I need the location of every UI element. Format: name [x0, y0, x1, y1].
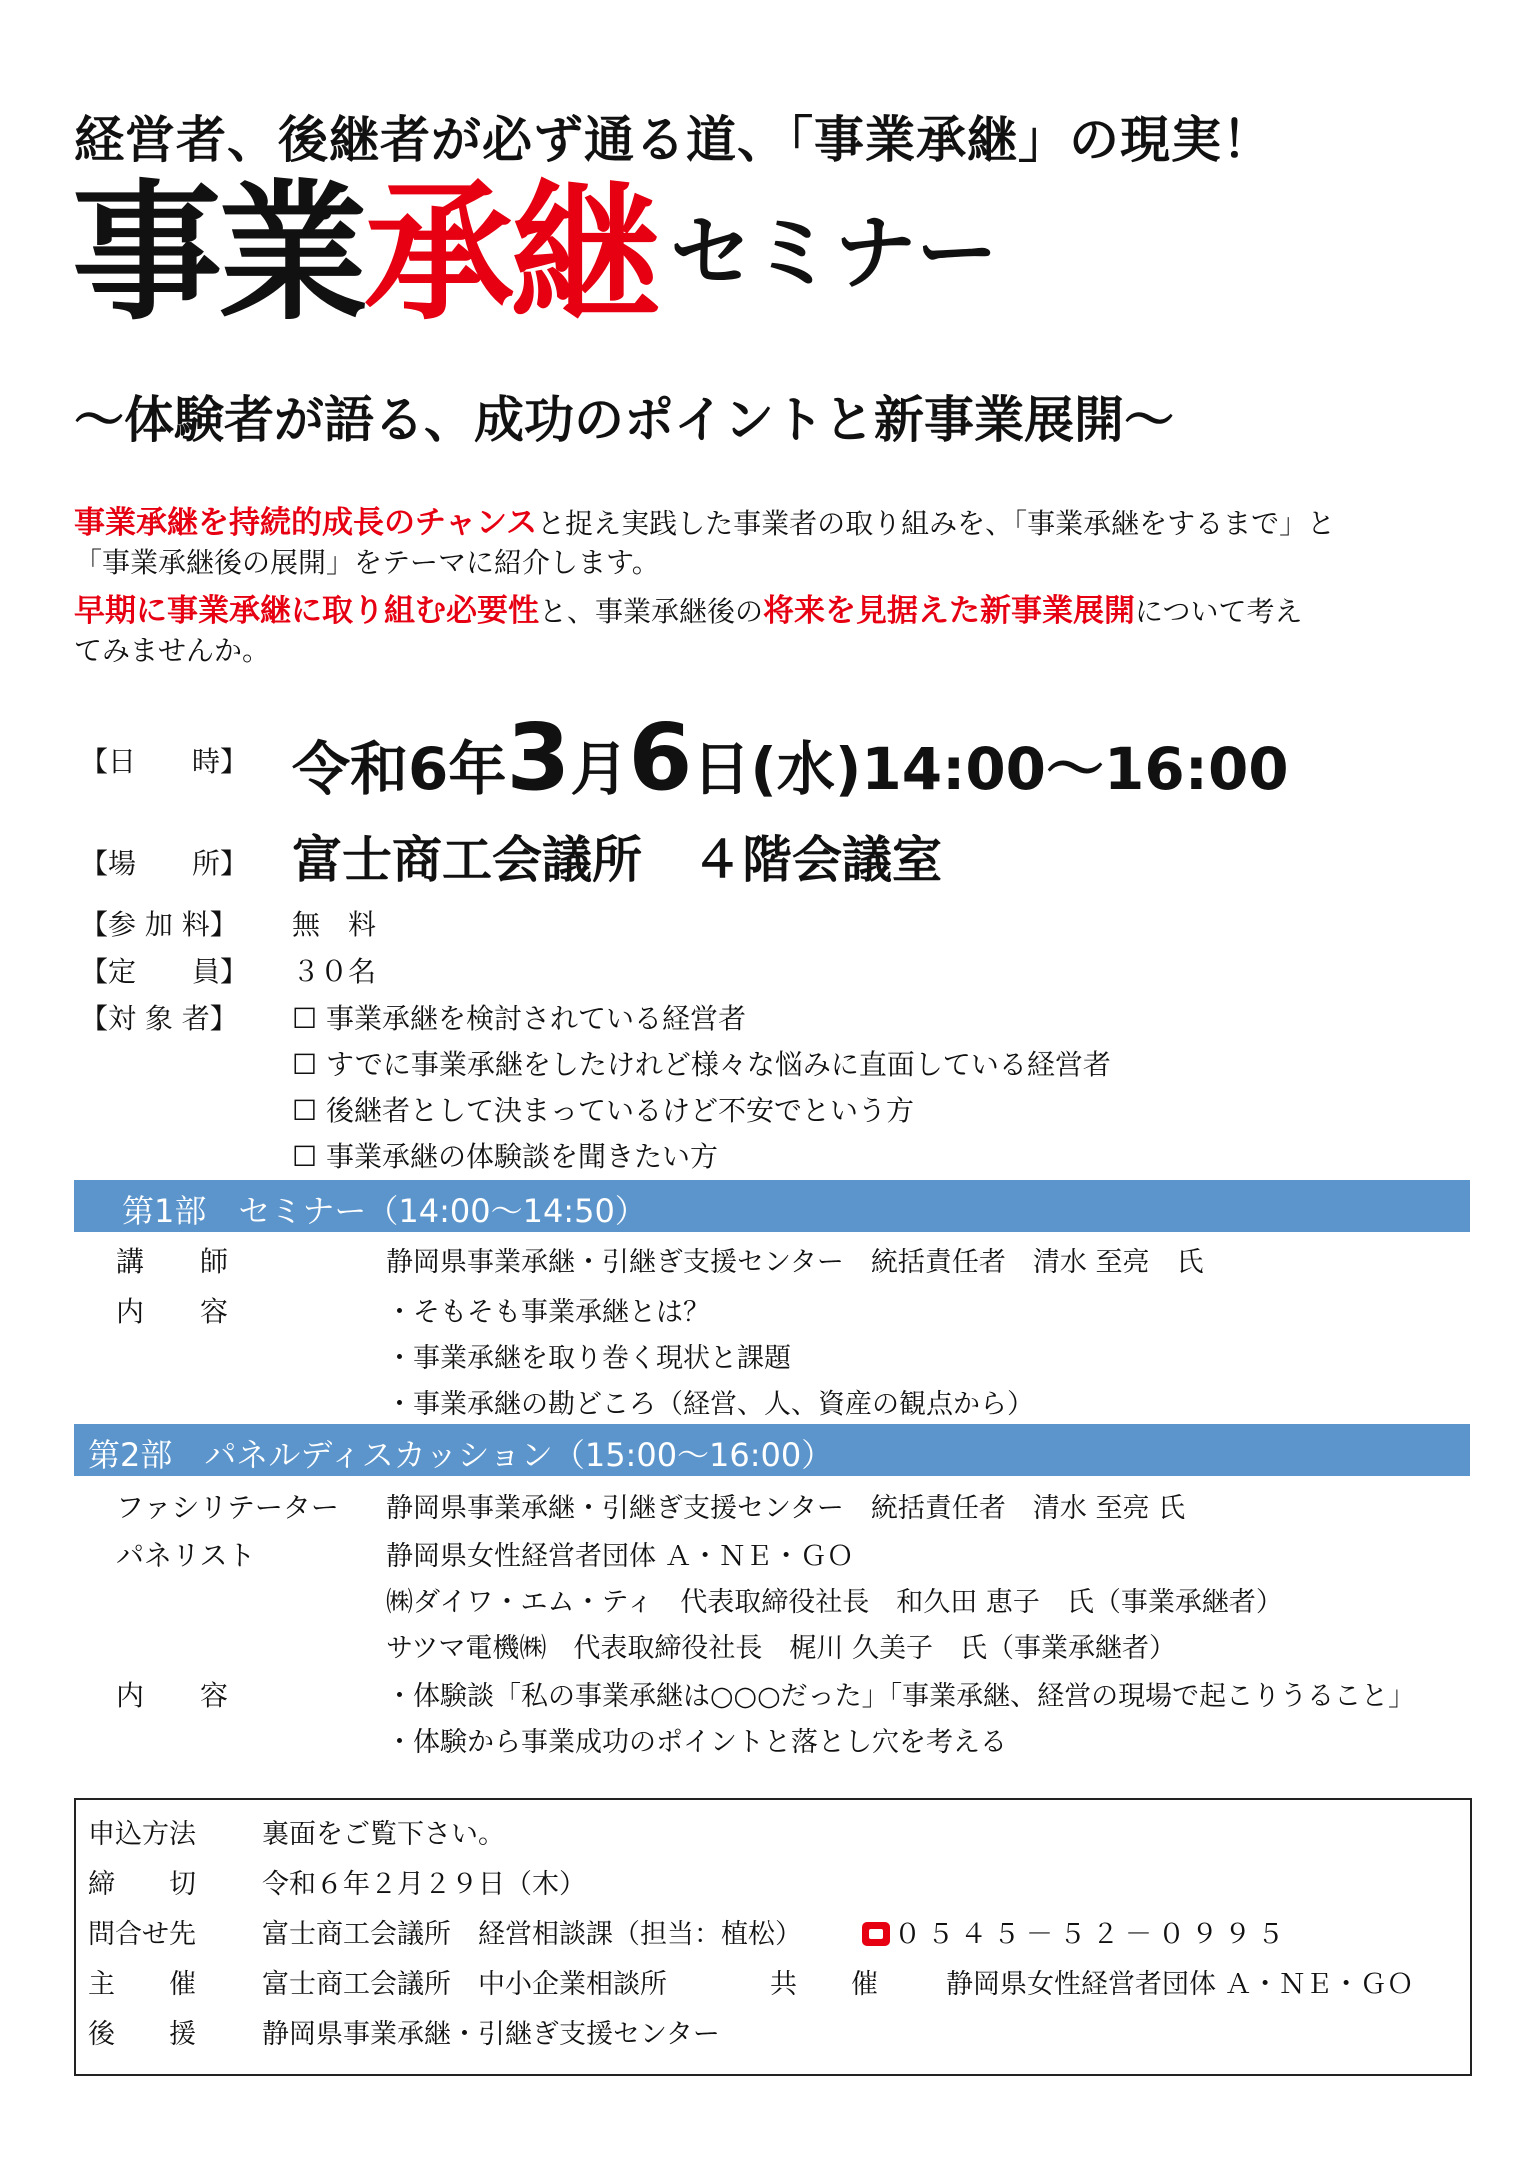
title-part-succession: 承継 [364, 165, 657, 341]
part2-header-bar [74, 1424, 1470, 1476]
apply-label: 申込方法 [88, 1819, 196, 1850]
cohost-value: 静岡県女性経営者団体 Ａ・ＮＥ・ＧＯ [946, 1969, 1414, 2000]
part2-facilitator: 静岡県事業承継・引継ぎ支援センター 統括責任者 清水 至亮 氏 [386, 1493, 1186, 1524]
title-part-seminar: セミナー [670, 206, 999, 301]
part2-panelist-label: パネリスト [116, 1539, 256, 1572]
part1-header-bar [74, 1180, 1470, 1232]
part1-content-label: 内 容 [116, 1295, 229, 1328]
target-item: ☐ すでに事業承継をしたけれど様々な悩みに直面している経営者 [292, 1048, 1111, 1081]
target-item: ☐ 事業承継の体験談を聞きたい方 [292, 1140, 719, 1173]
host-label: 主 催 [88, 1969, 196, 2000]
subtitle: ～体験者が語る、成功のポイントと新事業展開～ [74, 390, 1174, 449]
cohost-label: 共 催 [770, 1969, 878, 2000]
part2-facilitator-label: ファシリテーター [116, 1491, 339, 1524]
phone-number [862, 1912, 1290, 1951]
deadline-label: 締 切 [88, 1869, 196, 1900]
capacity-value: ３０名 [292, 955, 377, 988]
fee-value: 無 料 [292, 908, 377, 941]
part1-content-item: ・事業承継の勘どころ（経営、人、資産の観点から） [386, 1389, 1034, 1420]
capacity-label: 【定 員】 [80, 955, 249, 988]
part2-header: 第2部 パネルディスカッション（15:00～16:00） [88, 1436, 834, 1474]
part1-header: 第1部 セミナー（14:00～14:50） [122, 1192, 647, 1230]
intro-highlight-2: 早期に事業承継に取り組む必要性 [74, 593, 539, 629]
venue-label: 【場 所】 [80, 847, 249, 880]
target-item: ☐ 後継者として決まっているけど不安でという方 [292, 1094, 915, 1127]
intro-line-3 [74, 585, 1302, 630]
part1-content-item: ・そもそも事業承継とは？ [386, 1297, 710, 1328]
contact-label: 問合せ先 [88, 1919, 196, 1950]
datetime-month-unit: 月 [570, 735, 629, 803]
support-label: 後 援 [88, 2019, 196, 2050]
venue-value: 富士商工会議所 ４階会議室 [292, 831, 942, 889]
part2-panelist: サツマ電機㈱ 代表取締役社長 梶川 久美子 氏（事業承継者） [386, 1633, 1176, 1664]
part1-lecturer: 静岡県事業承継・引継ぎ支援センター 統括責任者 清水 至亮 氏 [386, 1247, 1204, 1278]
part2-panelist: 静岡県女性経営者団体 Ａ・ＮＥ・ＧＯ [386, 1541, 854, 1572]
intro-line-1 [74, 497, 1335, 542]
intro-line-2: 「事業承継後の展開」をテーマに紹介します。 [74, 546, 660, 579]
datetime-label: 【日 時】 [80, 745, 249, 778]
intro-highlight-1: 事業承継を持続的成長のチャンス [74, 505, 538, 541]
title-part-business: 事業 [72, 165, 365, 341]
intro-line-4: てみませんか。 [74, 634, 271, 667]
part2-panelist: ㈱ダイワ・エム・ティ 代表取締役社長 和久田 恵子 氏（事業承継者） [386, 1587, 1283, 1618]
intro-highlight-3: 将来を見据えた新事業展開 [763, 593, 1136, 629]
apply-value: 裏面をご覧下さい。 [262, 1819, 505, 1850]
target-label: 【対 象 者】 [80, 1002, 238, 1035]
host-value: 富士商工会議所 中小企業相談所 [262, 1969, 667, 2000]
headline: 経営者、後継者が必ず通る道、「事業承継」の現実！ [74, 110, 1273, 169]
page-title [72, 165, 999, 341]
part2-content-item: ・体験から事業成功のポイントと落とし穴を考える [386, 1727, 1007, 1758]
contact-value: 富士商工会議所 経営相談課（担当：植松） [262, 1919, 802, 1950]
datetime-time: 日(水)14:00～16:00 [692, 735, 1289, 803]
part1-content-item: ・事業承継を取り巻く現状と課題 [386, 1343, 791, 1374]
deadline-value: 令和６年２月２９日（木） [262, 1869, 586, 1900]
intro-text-1: と捉え実践した事業者の取り組みを、「事業承継をするまで」と [537, 507, 1336, 540]
datetime-day: 6 [628, 704, 693, 811]
part1-lecturer-label: 講 師 [116, 1245, 229, 1278]
part2-content-label: 内 容 [116, 1679, 229, 1712]
datetime-value [292, 704, 1289, 811]
phone-icon [862, 1922, 890, 1946]
phone-number-text: ０５４５－５２－０９９５ [894, 1919, 1290, 1950]
datetime-era: 令和6年 [292, 735, 507, 803]
intro-text-3a: と、事業承継後の [539, 595, 764, 628]
support-value: 静岡県事業承継・引継ぎ支援センター [262, 2019, 720, 2050]
part2-content-item: ・体験談「私の事業承継は○○○だった」「事業承継、経営の現場で起こりうること」 [386, 1681, 1416, 1712]
datetime-month: 3 [506, 704, 571, 811]
fee-label: 【参 加 料】 [80, 908, 238, 941]
intro-text-3b: について考え [1135, 595, 1303, 628]
target-item: ☐ 事業承継を検討されている経営者 [292, 1002, 747, 1035]
